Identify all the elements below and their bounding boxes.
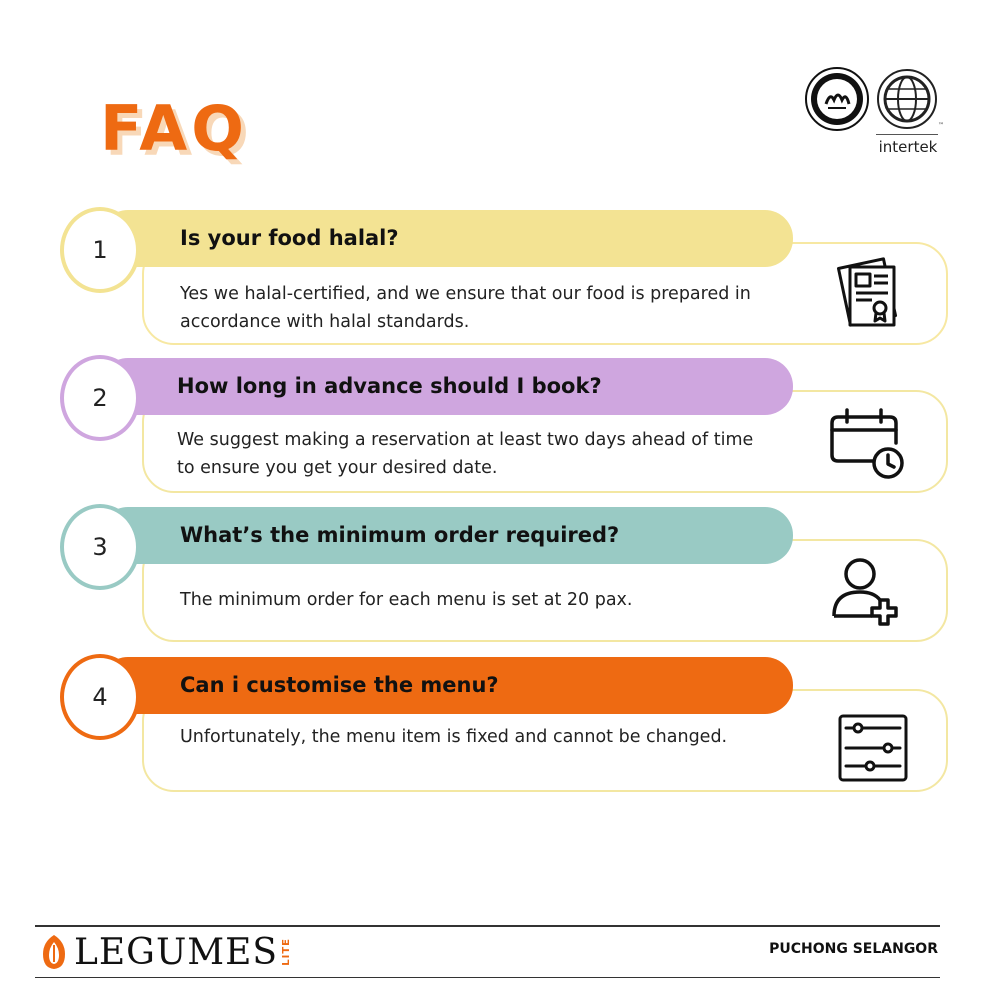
sliders-icon (820, 712, 910, 792)
faq-item-2 (60, 355, 950, 495)
number-badge: 1 (60, 207, 140, 293)
faq-item-4 (60, 654, 950, 794)
footer-divider-bottom (35, 977, 940, 978)
faq-item-1 (60, 207, 950, 347)
answer-text: The minimum order for each menu is set at 20 pax. (180, 590, 633, 610)
faq-item-3 (60, 504, 950, 644)
intertek-globe-icon (876, 68, 938, 130)
certificate-icon (820, 257, 910, 337)
add-user-icon (820, 554, 910, 634)
calendar-clock-icon (820, 405, 910, 485)
intertek-label: intertek (878, 138, 938, 156)
question-text: Is your food halal? (180, 226, 399, 250)
page-title: FAQ (100, 92, 248, 165)
brand-name: LEGUMES (74, 931, 279, 973)
brand-suffix: LITE (281, 938, 293, 966)
answer-text: Yes we halal-certified, and we ensure that our food is prepared in accordance with halal standards. (180, 284, 751, 332)
question-text: How long in advance should I book? (177, 374, 602, 398)
number-badge: 2 (60, 355, 140, 441)
answer-text: Unfortunately, the menu item is fixed and cannot be changed. (180, 727, 728, 747)
location-label: PUCHONG SELANGOR (769, 941, 938, 957)
number-badge: 3 (60, 504, 140, 590)
brand-logo (42, 930, 292, 974)
halal-seal-icon (804, 66, 870, 132)
answer-text: We suggest making a reservation at least two days ahead of time to ensure you get your desired date. (177, 430, 754, 478)
footer-divider-top (35, 925, 940, 927)
certification-logos (800, 62, 950, 162)
question-text: Can i customise the menu? (180, 673, 499, 697)
divider (876, 134, 938, 135)
legumes-icon (42, 934, 66, 970)
number-badge: 4 (60, 654, 140, 740)
question-text: What’s the minimum order required? (180, 523, 620, 547)
trademark-mark: ™ (938, 122, 944, 129)
